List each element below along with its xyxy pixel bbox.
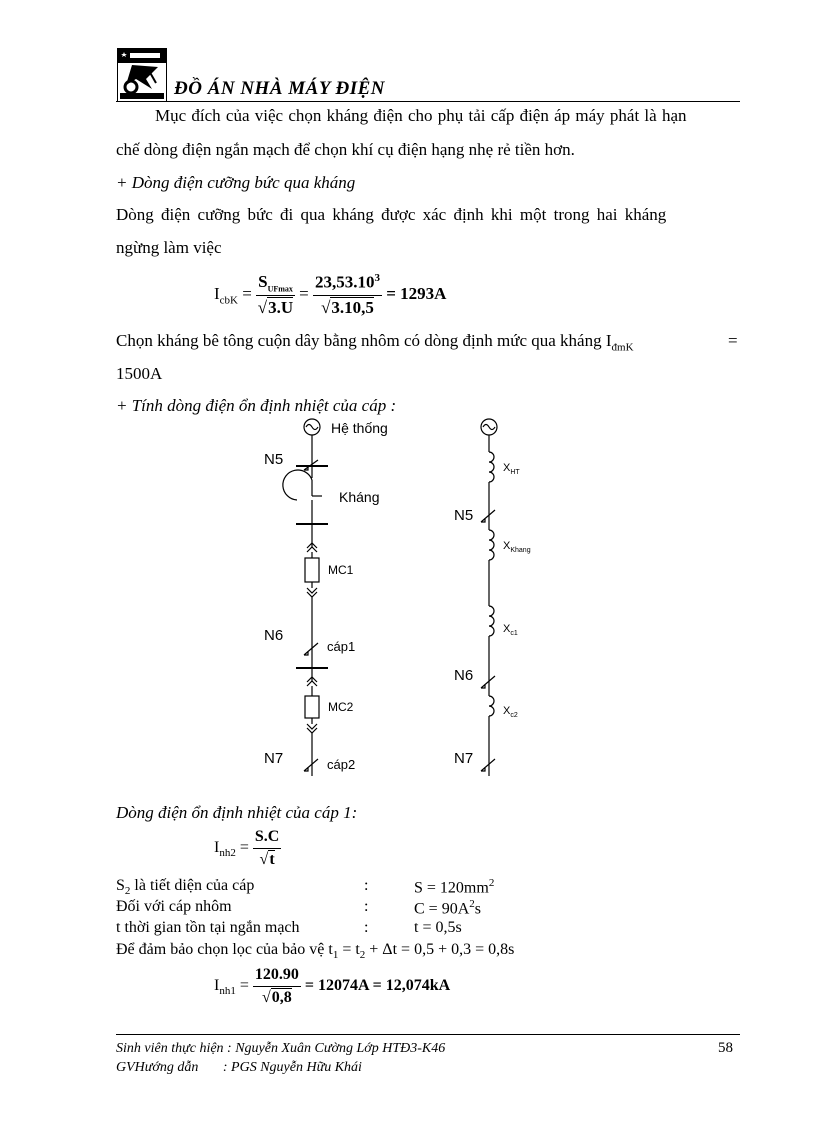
label-xc2: $X_{c2}$ (503, 705, 518, 720)
heading-thermal-current: + Tính dòng điện ổn định nhiệt của cáp : (116, 396, 397, 415)
label-xc1: $X_{c1}$ (503, 623, 518, 638)
paragraph-2-line-2: ngừng làm việc (116, 238, 222, 257)
definition-row: t thời gian tồn tại ngắn mạch (116, 919, 300, 936)
paragraph-3-line-2: 1500A (116, 364, 163, 383)
label-n7-left: N7 (264, 750, 284, 767)
label-xht: $X_{HT}$ (503, 462, 520, 477)
definition-row: Đối với cáp nhôm (116, 898, 232, 915)
label-n5-left: N5 (264, 451, 284, 468)
label-cap2: cáp2 (327, 757, 356, 772)
footer-student: Sinh viên thực hiện : Nguyễn Xuân Cường Lớp HTĐ3-K46 (116, 1041, 446, 1056)
eq1-fraction-1: $\frac{S_{UFmax}}{√3.U}$ (257, 272, 294, 318)
header-rule (116, 101, 740, 102)
label-n6-right: N6 (454, 667, 474, 684)
equation-cable1-result: $I_{nh1}$ = $\frac{120.90}{√0,8}$ = 12074A = 12,074kA (214, 966, 451, 1006)
inductor-xkhang-icon (489, 530, 494, 560)
label-n5-right: N5 (454, 507, 474, 524)
label-mc1: MC1 (328, 563, 354, 577)
heading-forced-current: + Dòng điện cưỡng bức qua kháng (116, 173, 356, 192)
footer-rule (116, 1034, 740, 1035)
circuit-diagram (250, 410, 570, 790)
selectivity-line: Để đảm bảo chọn lọc của bảo vệ $t_1 = t_2 + \Delta t = 0,5 + 0,3 = 0,8s$ (116, 941, 515, 962)
inductor-xht-icon (489, 452, 494, 482)
label-xkhang: $X_{Khang}$ (503, 540, 531, 555)
fault-n6-icon (304, 643, 318, 655)
paragraph-2-line-1: Dòng điện cưỡng bức đi qua kháng được xác định khi một trong hai kháng (116, 205, 667, 224)
paragraph-1-line-2: chế dòng điện ngắn mạch để chọn khí cụ điện hạng nhẹ rẻ tiền hơn. (116, 140, 575, 159)
inductor-xc1-icon (489, 606, 494, 636)
label-khang: Kháng (339, 489, 380, 505)
paragraph-1-line-1: Mục đích của việc chọn kháng điện cho phụ tải cấp điện áp máy phát là hạn (155, 106, 687, 125)
footer-advisor: GVHướng dẫn : PGS Nguyễn Hữu Khái (116, 1060, 362, 1075)
label-mc2: MC2 (328, 700, 354, 714)
eq1-result: = 1293A (386, 284, 447, 304)
label-n7-right: N7 (454, 750, 474, 767)
heading-cable1-current: Dòng điện ổn định nhiệt của cáp 1: (116, 803, 358, 822)
page-number: 58 (718, 1040, 733, 1056)
label-cap1: cáp1 (327, 639, 356, 654)
equation-cable-thermal: $I_{nh2}$ = $\frac{S.C}{√t}$ (214, 828, 280, 868)
reactor-icon (283, 470, 312, 500)
definition-row: $S_2$ là tiết diện của cáp (116, 877, 255, 898)
breaker-mc2-icon (305, 696, 319, 718)
logo-emblem-icon (118, 49, 166, 101)
paragraph-3-line-1: Chọn kháng bê tông cuộn dây bằng nhôm có dòng định mức qua kháng $I_{đmK}$ (116, 331, 634, 354)
label-he-thong: Hệ thống (331, 420, 388, 436)
document-title: ĐỒ ÁN NHÀ MÁY ĐIỆN (174, 78, 385, 99)
label-n6-left: N6 (264, 627, 284, 644)
logo (117, 48, 167, 102)
equation-forced-current: $I_{cbK}$ = $\frac{S_{UFmax}}{√3.U}$ = $\frac{23,53.10^3}{√3.10,5}$ = 1293A (214, 272, 447, 318)
breaker-mc1-icon (305, 558, 319, 582)
eq1-fraction-2: $\frac{23,53.10^3}{√3.10,5}$ (314, 272, 380, 318)
inductor-xc2-icon (489, 696, 494, 716)
paragraph-3-eq: = (728, 331, 738, 350)
eq1-equals: = (242, 284, 252, 304)
fault-n7-icon (304, 759, 318, 771)
eq1-lhs: $I_{cbK}$ (214, 284, 238, 307)
